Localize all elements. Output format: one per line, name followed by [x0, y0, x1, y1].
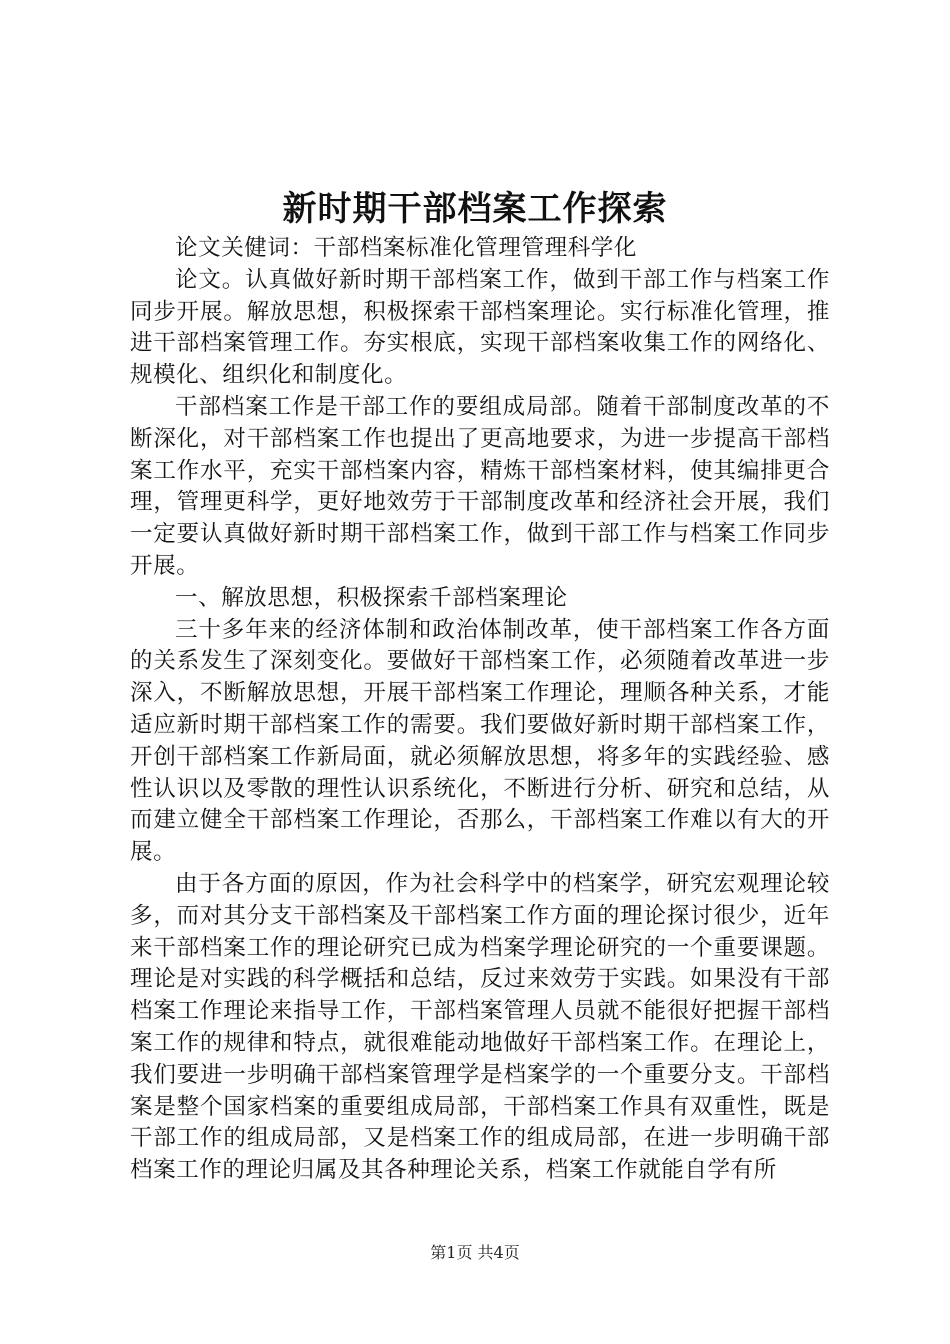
body-paragraph: 三十多年来的经济体制和政治体制改革，使干部档案工作各方面的关系发生了深刻变化。要做好干部档案工作，必须随着改革进一步深入，不断解放思想，开展干部档案工作理论，理顺各种关系，才能适应新时期干部档案工作的需要。我们要做好新时期干部档案工作，开创干部档案工作新局面，就必须解放思想，将多年的实践经验、感性认识以及零散的理性认识系统化，不断进行分析、研究和总结，从而建立健全干部档案工作理论，否那么，干部档案工作难以有大的开展。 [130, 616, 830, 866]
document-title: 新时期干部档案工作探索 [282, 189, 668, 229]
keywords-paragraph: 论文关健词：干部档案标准化管理管理科学化 [175, 235, 638, 261]
abstract-paragraph: 论文。认真做好新时期干部档案工作，做到干部工作与档案工作同步开展。解放思想，积极探索干部档案理论。实行标准化管理，推进干部档案管理工作。夯实根底，实现干部档案收集工作的网络化、规模化、组织化和制度化。 [130, 266, 830, 389]
body-paragraph: 由于各方面的原因，作为社会科学中的档案学，研究宏观理论较多，而对其分支干部档案及干部档案工作方面的理论探讨很少，近年来干部档案工作的理论研究已成为档案学理论研究的一个重要课题。理论是对实践的科学概括和总结，反过来效劳于实践。如果没有干部档案工作理论来指导工作，干部档案管理人员就不能很好把握干部档案工作的规律和特点，就很难能动地做好干部档案工作。在理论上，我们要进一步明确干部档案管理学是档案学的一个重要分支。干部档案是整个国家档案的重要组成局部，干部档案工作具有双重性，既是干部工作的组成局部，又是档案工作的组成局部，在进一步明确干部档案工作的理论归属及其各种理论关系，档案工作就能自学有所 [130, 870, 830, 1184]
body-paragraph: 干部档案工作是干部工作的要组成局部。随着干部制度改革的不断深化，对干部档案工作也提出了更高地要求，为进一步提高干部档案工作水平，充实干部档案内容，精炼干部档案材料，使其编排更合理，管理更科学，更好地效劳于干部制度改革和经济社会开展，我们一定要认真做好新时期干部档案工作，做到干部工作与档案工作同步开展。 [130, 393, 830, 579]
page-number-footer: 第1页 共4页 [430, 1243, 520, 1262]
section-heading: 一、解放思想，积极探索千部档案理论 [175, 584, 568, 611]
document-body [130, 233, 830, 1187]
